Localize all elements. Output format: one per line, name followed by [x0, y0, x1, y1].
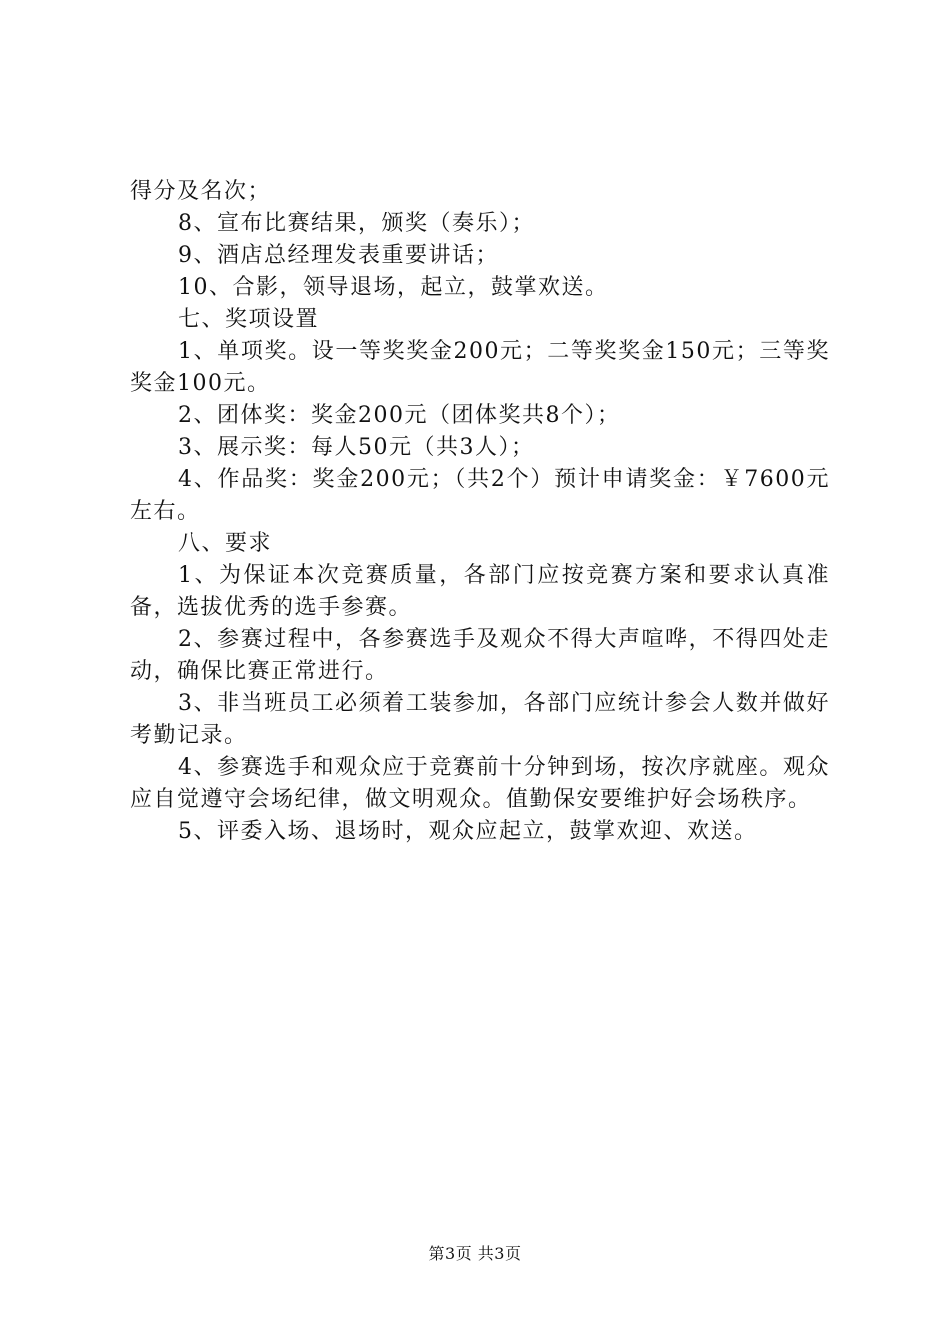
section-heading-requirements: 八、要求 [178, 531, 273, 556]
paragraph-award-individual: 1、单项奖。设一等奖奖金200元；二等奖奖金150元；三等奖奖金100元。 [130, 339, 830, 396]
paragraph-requirement-3: 3、非当班员工必须着工装参加，各部门应统计参会人数并做好考勤记录。 [130, 691, 830, 748]
document-body [130, 176, 830, 848]
paragraph-requirement-2: 2、参赛过程中，各参赛选手及观众不得大声喧哗，不得四处走动，确保比赛正常进行。 [130, 627, 830, 684]
paragraph-requirement-4: 4、参赛选手和观众应于竞赛前十分钟到场，按次序就座。观众应自觉遵守会场纪律，做文明观众。值勤保安要维护好会场秩序。 [130, 755, 830, 812]
paragraph-continuation: 得分及名次； [130, 179, 272, 204]
section-heading-awards: 七、奖项设置 [178, 307, 320, 332]
paragraph-step-10: 10、合影，领导退场，起立，鼓掌欢送。 [178, 275, 609, 300]
page-number-label: 第3页 共3页 [428, 1244, 522, 1263]
paragraph-requirement-5: 5、评委入场、退场时，观众应起立，鼓掌欢迎、欢送。 [178, 819, 758, 844]
page-footer [0, 1243, 950, 1265]
paragraph-award-work: 4、作品奖：奖金200元；（共2个）预计申请奖金：￥7600元左右。 [130, 467, 830, 524]
paragraph-step-8: 8、宣布比赛结果，颁奖（奏乐）； [178, 211, 535, 236]
paragraph-step-9: 9、酒店总经理发表重要讲话； [178, 243, 499, 268]
paragraph-award-display: 3、展示奖：每人50元（共3人）； [178, 435, 535, 460]
paragraph-award-team: 2、团体奖：奖金200元（团体奖共8个）； [178, 403, 621, 428]
paragraph-requirement-1: 1、为保证本次竞赛质量，各部门应按竞赛方案和要求认真准备，选拔优秀的选手参赛。 [130, 563, 830, 620]
